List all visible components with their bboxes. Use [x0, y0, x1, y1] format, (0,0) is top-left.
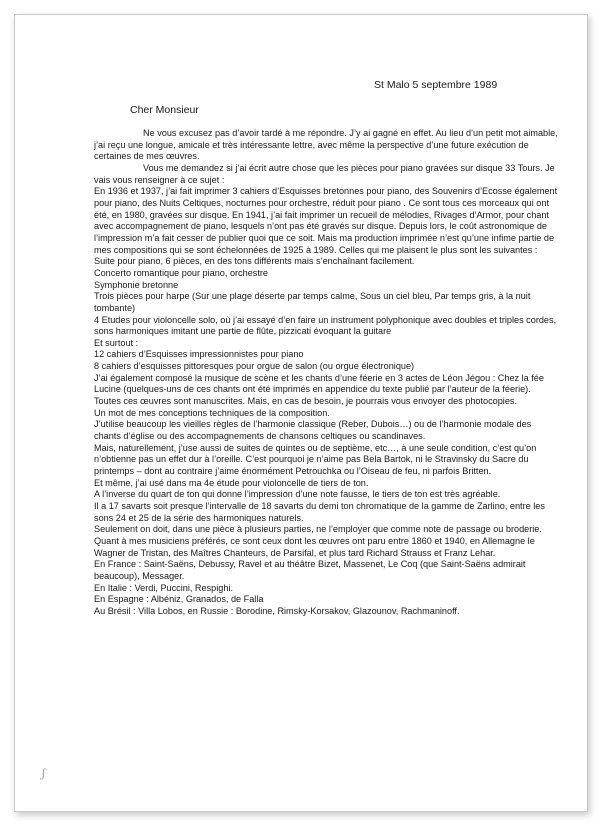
- letter-paragraph: Trois pièces pour harpe (Sur une plage déserte par temps calme, Sous un ciel bleu, Par temps gris, à la nuit tombante): [94, 291, 531, 313]
- letter-paragraph: J’utilise beaucoup les vieilles règles de l’harmonie classique (Reber, Dubois…) ou de l’harmonie modale des chants d’église ou des accompagnements de chansons celtiques ou scandinaves.: [94, 419, 532, 442]
- letter-paragraph: En Espagne : Albéniz, Granados, de Falla: [94, 594, 264, 605]
- letter-paragraph: 12 cahiers d’Esquisses impressionnistes pour piano: [94, 349, 304, 360]
- pencil-mark: ʃ: [42, 767, 45, 780]
- letter-paragraph: J’ai également composé la musique de scène et les chants d’une féerie en 3 actes de Léon Jégou : Chez la fée Lucine (quelques-uns de ces chants ont été imprimés en appendice du texte publié par l’auteur de la féerie).: [94, 372, 544, 395]
- letter-body: [94, 128, 559, 618]
- letter-paragraph: En 1936 et 1937, j’ai fait imprimer 3 cahiers d’Esquisses bretonnes pour piano, des Souvenirs d’Ecosse également pour piano, des Nuits Celtiques, nocturnes pour orchestre, réduit pour piano . Ce sont tous ces morceaux qui ont été, en 1980, gravées sur disque. En 1941, j’ai fait imprimer un recueil de mélodies, Rivages d’Armor, pour chant avec accompagnement de piano, lesquels n’ont pas été gravés sur disque. Depuis lors, le coût astronomique de l’impression m’a fait cesser de publier quoi que ce soit. Mais ma production imprimée n’est qu’une infime partie de mes compositions qui se sont échelonnées de 1925 à 1989. Celles qui me plaisent le plus sont les suivantes :: [94, 186, 558, 255]
- letter-paragraph: Vous me demandez si j’ai écrit autre chose que les pièces pour piano gravées sur disque 33 Tours. Je vais vous renseigner à ce sujet :: [94, 162, 555, 185]
- letter-paragraph: En Italie : Verdi, Puccini, Respighi.: [94, 582, 233, 593]
- letter-date: St Malo 5 septembre 1989: [374, 79, 498, 91]
- letter-paragraph: 8 cahiers d’esquisses pittoresques pour orgue de salon (ou orgue électronique): [94, 361, 415, 372]
- letter-paragraph: En France : Saint-Saëns, Debussy, Ravel et au théâtre Bizet, Massenet, Le Coq (que Saint-Saëns admirait beaucoup), Messager.: [94, 559, 526, 581]
- letter-paragraph: Seulement on doit, dans une pièce à plusieurs parties, ne l’employer que comme note de passage ou broderie.: [94, 524, 542, 535]
- letter-paragraph: Symphonie bretonne: [94, 279, 179, 290]
- letter-paragraph: Au Brésil : Villa Lobos, en Russie : Borodine, Rimsky-Korsakov, Glazounov, Rachmaninoff.: [94, 605, 460, 616]
- letter-paragraph: A l’inverse du quart de ton qui donne l’impression d’une note fausse, le tiers de ton est très agréable.: [94, 489, 501, 500]
- letter-paragraph: Suite pour piano, 6 pièces, en des tons différents mais s’enchaînant facilement.: [94, 256, 415, 267]
- letter-page: [14, 14, 588, 812]
- letter-salutation: Cher Monsieur: [130, 104, 199, 116]
- letter-paragraph: Ne vous excusez pas d’avoir tardé à me répondre. J’y ai gagné en effet. Au lieu d’un petit mot aimable, j’ai reçu une longue, amicale et très intéressante lettre, avec même la perspective d’une future exécution de certaines de mes œuvres.: [94, 128, 558, 162]
- letter-paragraph: 4 Etudes pour violoncelle solo, où j’ai essayé d’en faire un instrument polyphonique avec doubles et triples cordes, sons harmoniques imitant une partie de flûte, pizzicati évoquant la guitare: [94, 314, 557, 337]
- letter-paragraph: Concerto romantique pour piano, orchestre: [94, 267, 268, 278]
- letter-paragraph: Un mot de mes conceptions techniques de la composition.: [94, 407, 330, 418]
- letter-paragraph: Et même, j’ai usé dans ma 4e étude pour violoncelle de tiers de ton.: [94, 477, 369, 488]
- letter-paragraph: Toutes ces œuvres sont manuscrites. Mais, en cas de besoin, je pourrais vous envoyer des photocopies.: [94, 396, 518, 407]
- letter-paragraph: Quant à mes musiciens préférés, ce sont ceux dont les œuvres ont paru entre 1860 et 1940, en Allemagne le Wagner de Tristan, des Maîtres Chanteurs, de Parsifal, et plus tard Richard Strauss et Franz Lehar.: [94, 535, 535, 558]
- letter-paragraph: Et surtout :: [94, 337, 139, 348]
- letter-paragraph: Mais, naturellement, j’use aussi de suites de quintes ou de septième, etc…, à une seule condition, c’est qu’on n’obtienne pas un effet dur à l’oreille. C’est pourquoi je n’aime pas Bela Bartok, ni le Stravinsky du Sacre du printemps – dont au contraire j’aime énormément Petrouchka ou l’Oiseau de feu, ni parfois Britten.: [94, 442, 537, 477]
- letter-paragraph: Il a 17 savarts soit presque l’intervalle de 18 savarts du demi ton chromatique de la gamme de Zarlino, entre les sons 24 et 25 de la série des harmoniques naturels.: [94, 501, 545, 523]
